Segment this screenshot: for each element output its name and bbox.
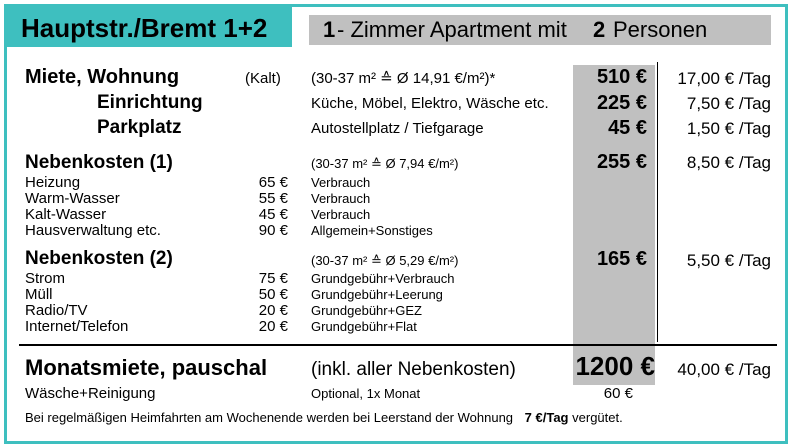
nk1-item-amount: 55 €	[258, 190, 288, 207]
footer-text-end: vergütet.	[572, 410, 623, 425]
column-divider	[657, 62, 658, 342]
nk1-item-amount: 65 €	[258, 174, 288, 191]
rent-price: 510 €	[596, 66, 647, 88]
nk2-item-amount: 75 €	[258, 270, 288, 287]
furnishing-per-day: 7,50 € /Tag	[686, 94, 771, 113]
apartment-text: - Zimmer Apartment mit	[337, 17, 567, 42]
nk1-item-amount: 90 €	[258, 222, 288, 239]
nk2-item-amount: 20 €	[258, 302, 288, 319]
nk1-per-day: 8,50 € /Tag	[686, 153, 771, 172]
nk1-price: 255 €	[596, 151, 647, 173]
parking-per-day: 1,50 € /Tag	[686, 119, 771, 138]
rent-label: Miete, Wohnung	[25, 66, 180, 88]
nk1-item-name: Warm-Wasser	[25, 190, 120, 207]
nk1-label: Nebenkosten (1)	[25, 152, 173, 173]
nk1-item-note: Allgemein+Sonstiges	[311, 223, 433, 238]
nk2-item-name: Internet/Telefon	[25, 318, 129, 335]
nk1-item-name: Kalt-Wasser	[25, 206, 107, 223]
footer-text: Bei regelmäßigen Heimfahrten am Wochenende werden bei Leerstand der Wohnung	[25, 410, 514, 425]
property-title: Hauptstr./Bremt 1+2	[21, 13, 268, 43]
nk1-item-note: Verbrauch	[311, 175, 371, 190]
nk2-desc: (30-37 m² ≙ Ø 5,29 €/m²)	[311, 253, 459, 268]
person-count: 2	[593, 17, 606, 42]
nk2-label: Nebenkosten (2)	[25, 248, 173, 269]
nk1-desc: (30-37 m² ≙ Ø 7,94 €/m²)	[311, 156, 459, 171]
total-label: Monatsmiete, pauschal	[25, 355, 268, 380]
nk2-item-note: Grundgebühr+Leerung	[311, 287, 443, 302]
nk2-item-name: Müll	[25, 286, 53, 303]
nk1-item-name: Hausverwaltung etc.	[25, 222, 161, 239]
parking-desc: Autostellplatz / Tiefgarage	[311, 120, 484, 137]
furnishing-label: Einrichtung	[97, 92, 203, 113]
parking-label: Parkplatz	[97, 117, 182, 138]
parking-price: 45 €	[608, 117, 647, 139]
room-count: 1	[323, 17, 336, 42]
footer-note	[25, 411, 623, 424]
nk2-item-amount: 20 €	[258, 318, 288, 335]
nk1-item-amount: 45 €	[258, 206, 288, 223]
nk2-item-note: Grundgebühr+Flat	[311, 319, 417, 334]
nk2-item-amount: 50 €	[258, 286, 288, 303]
nk2-item-note: Grundgebühr+Verbrauch	[311, 271, 455, 286]
nk2-per-day: 5,50 € /Tag	[686, 251, 771, 270]
nk2-price: 165 €	[596, 248, 647, 270]
furnishing-desc: Küche, Möbel, Elektro, Wäsche etc.	[311, 95, 549, 112]
total-divider	[19, 344, 777, 346]
nk1-item-note: Verbrauch	[311, 207, 371, 222]
nk1-item-note: Verbrauch	[311, 191, 371, 206]
nk2-item-name: Strom	[25, 270, 66, 287]
furnishing-price: 225 €	[596, 92, 647, 114]
persons-label: Personen	[613, 17, 708, 42]
nk2-item-name: Radio/TV	[25, 302, 88, 319]
nk2-item-note: Grundgebühr+GEZ	[311, 303, 422, 318]
total-price: 1200 €	[575, 351, 655, 381]
total-desc: (inkl. aller Nebenkosten)	[311, 359, 516, 380]
rent-per-day: 17,00 € /Tag	[677, 69, 771, 88]
footer-highlight: 7 €/Tag	[524, 410, 569, 425]
rent-desc: (30-37 m² ≙ Ø 14,91 €/m²)*	[311, 70, 496, 87]
nk1-item-name: Heizung	[25, 174, 81, 191]
laundry-label: Wäsche+Reinigung	[25, 385, 156, 402]
rent-kalt: (Kalt)	[245, 70, 281, 87]
laundry-price: 60 €	[603, 385, 633, 402]
price-sheet	[4, 4, 788, 444]
laundry-desc: Optional, 1x Monat	[311, 386, 421, 401]
total-per-day: 40,00 € /Tag	[677, 360, 771, 379]
